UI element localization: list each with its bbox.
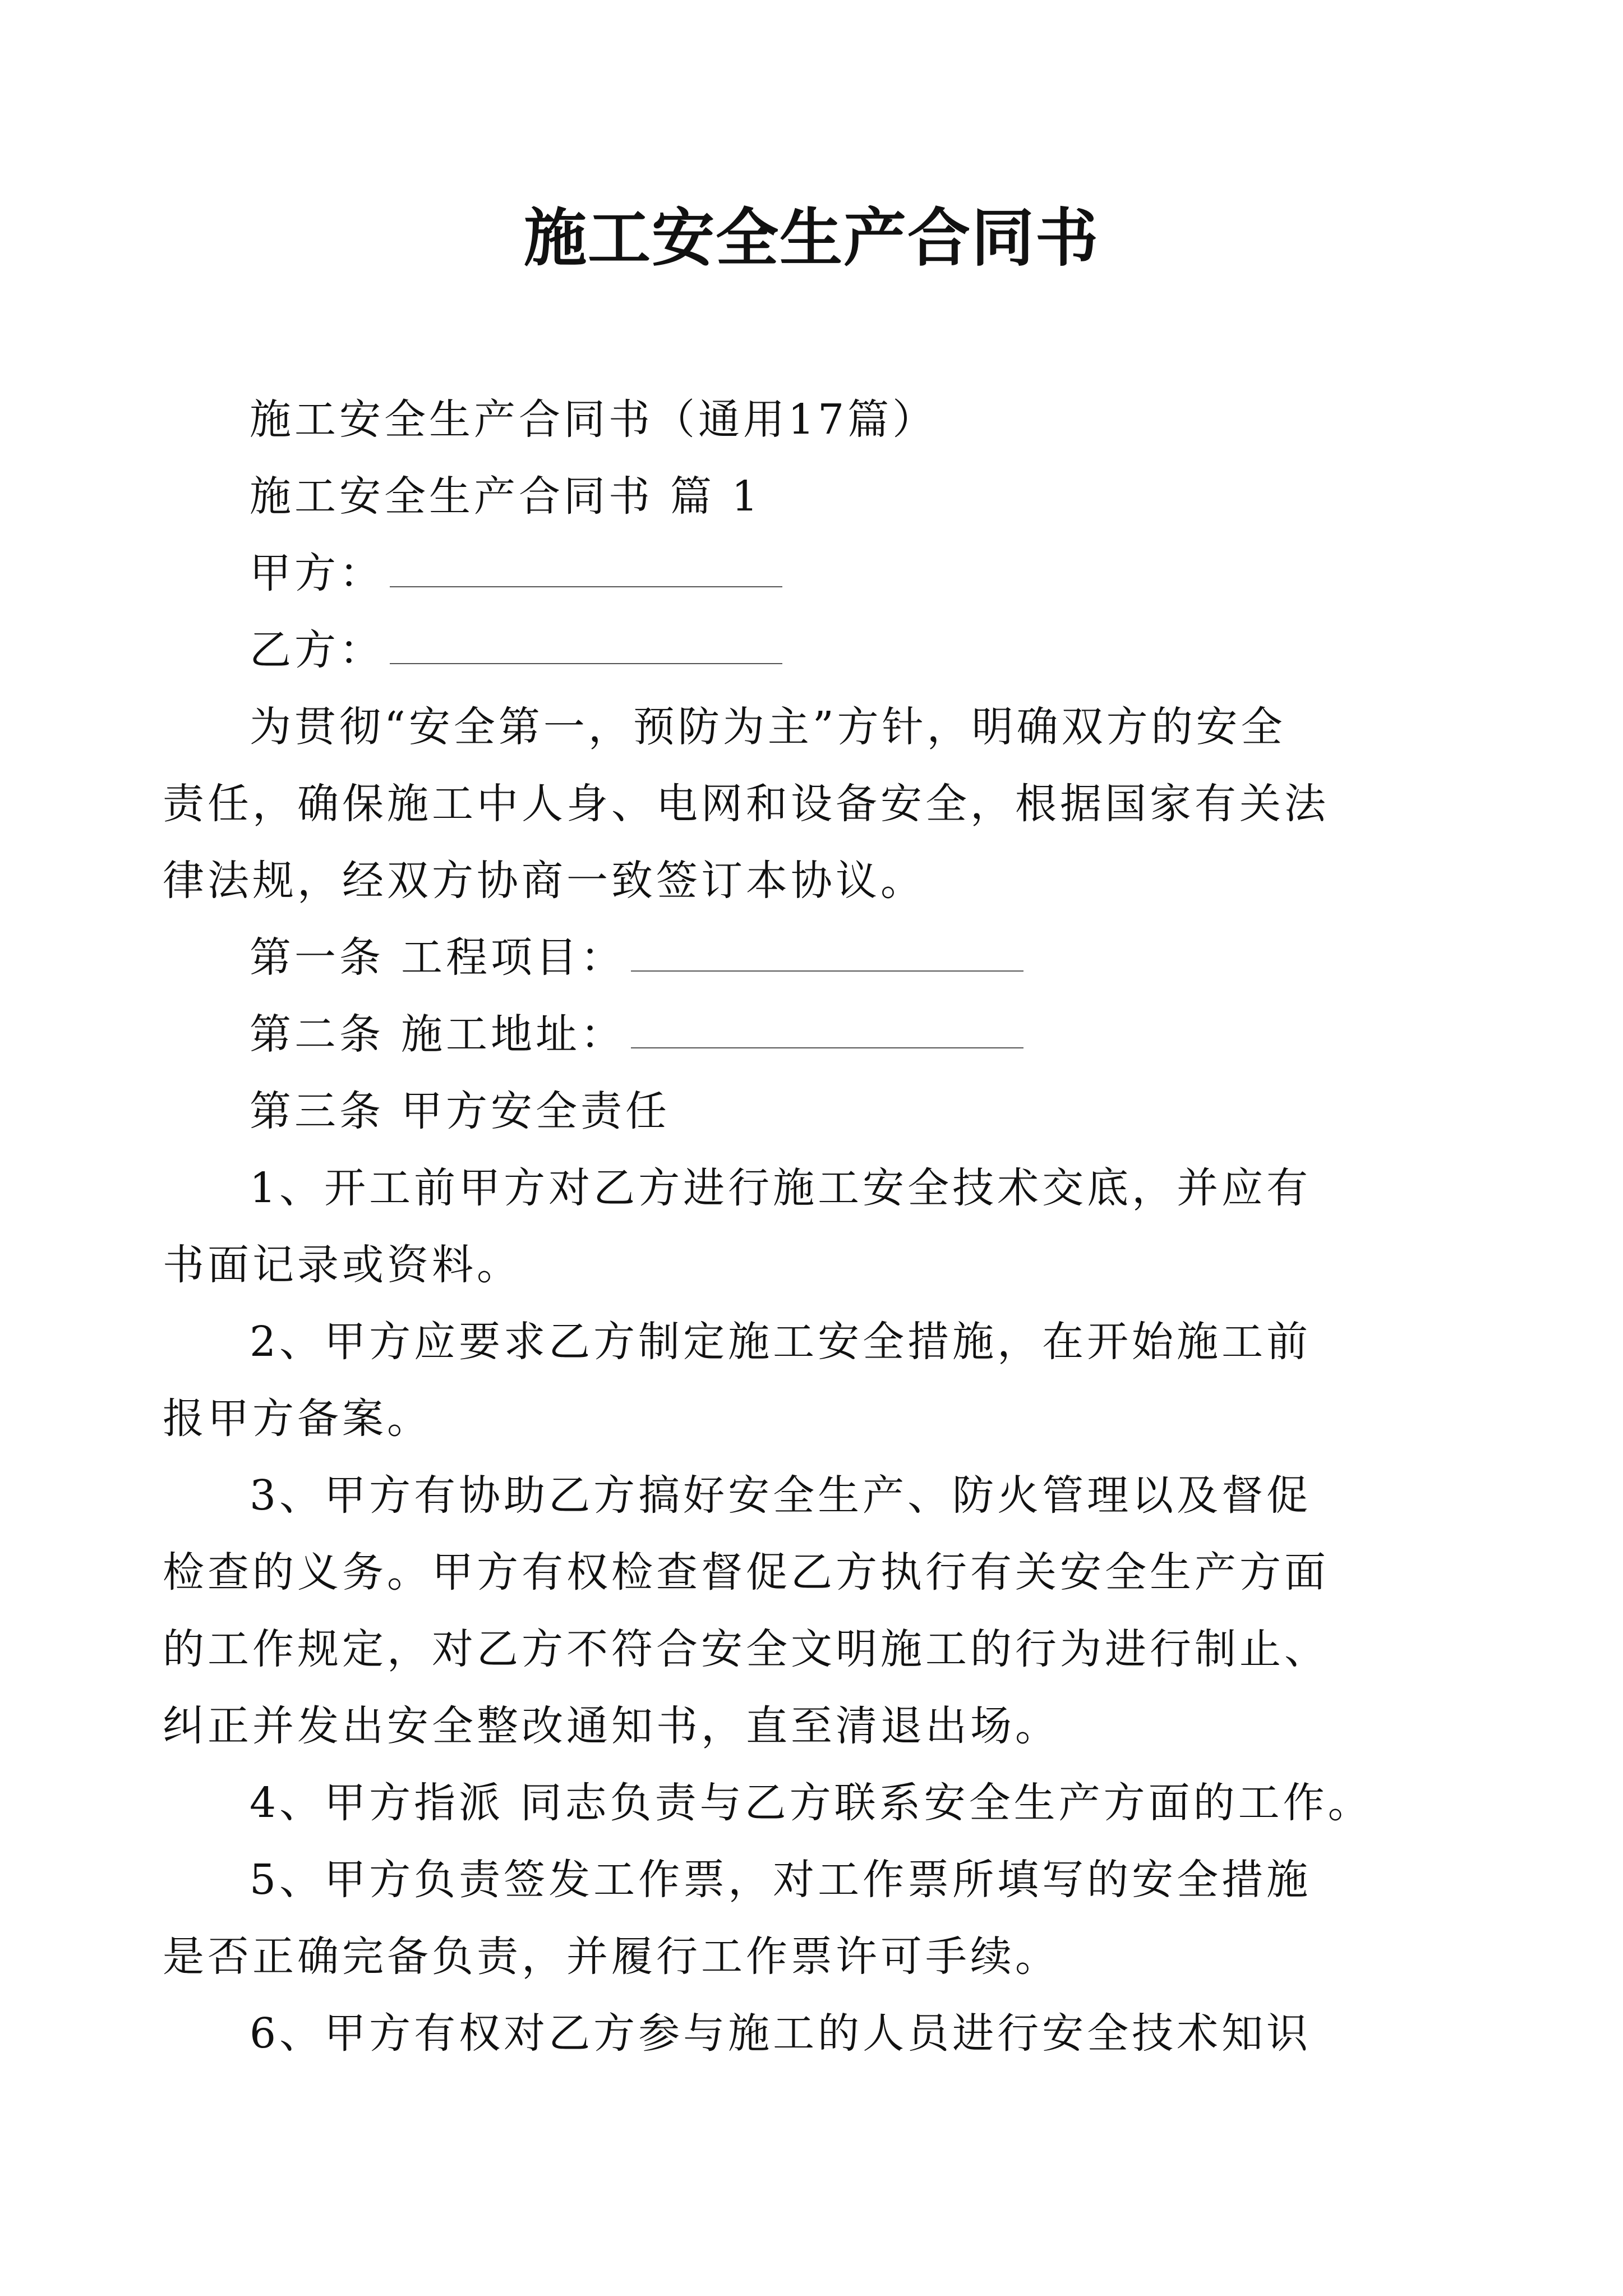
item-3-line-1: 3、甲方有协助乙方搞好安全生产、防火管理以及督促 <box>250 1471 1312 1520</box>
document-body <box>163 381 1388 2072</box>
article-2-blank <box>631 1014 1023 1048</box>
party-b-label: 乙方： <box>250 626 384 674</box>
item-2-line-2: 报甲方备案。 <box>163 1395 432 1443</box>
section-heading <box>250 458 1388 535</box>
item-2-line-1: 2、甲方应要求乙方制定施工安全措施，在开始施工前 <box>250 1318 1312 1366</box>
article-3-line <box>250 1073 1388 1150</box>
article-2-number: 第二条 <box>250 1010 384 1059</box>
article-3-number: 第三条 <box>250 1087 384 1135</box>
item-1-line-2: 书面记录或资料。 <box>163 1241 522 1289</box>
intro-line-1: 为贯彻“安全第一，预防为主”方针，明确双方的安全 <box>250 703 1286 751</box>
party-a-line <box>250 535 1388 612</box>
article-2-label: 施工地址： <box>401 1010 625 1059</box>
article-1-label: 工程项目： <box>401 933 625 982</box>
article-1-line <box>250 919 1388 996</box>
article-2-line <box>250 996 1388 1073</box>
article-1-blank <box>631 937 1023 972</box>
item-3-line-3: 的工作规定，对乙方不符合安全文明施工的行为进行制止、 <box>163 1625 1329 1673</box>
item-5-line-1: 5、甲方负责签发工作票，对工作票所填写的安全措施 <box>250 1856 1312 1904</box>
intro-line-2: 责任，确保施工中人身、电网和设备安全，根据国家有关法 <box>163 780 1329 828</box>
party-b-line <box>250 612 1388 689</box>
article-1-number: 第一条 <box>250 933 384 982</box>
party-a-label: 甲方： <box>250 549 384 597</box>
document-title: 施工安全生产合同书 <box>524 201 1099 275</box>
item-3-line-2: 检查的义务。甲方有权检查督促乙方执行有关安全生产方面 <box>163 1548 1329 1596</box>
section-heading-number: 篇 1 <box>670 472 762 521</box>
intro-line-3: 律法规，经双方协商一致签订本协议。 <box>163 857 925 905</box>
item-4-line-1: 4、甲方指派 同志负责与乙方联系安全生产方面的工作。 <box>250 1779 1373 1827</box>
section-heading-title: 施工安全生产合同书 <box>250 472 653 521</box>
item-3-line-4: 纠正并发出安全整改通知书，直至清退出场。 <box>163 1702 1060 1750</box>
item-5-line-2: 是否正确完备负责，并履行工作票许可手续。 <box>163 1932 1060 1981</box>
item-1-line-1: 1、开工前甲方对乙方进行施工安全技术交底，并应有 <box>250 1164 1312 1212</box>
article-3-label: 甲方安全责任 <box>401 1087 670 1135</box>
party-a-blank <box>390 553 782 587</box>
document-subtitle: 施工安全生产合同书（通用17篇） <box>250 395 938 444</box>
item-6-line-1: 6、甲方有权对乙方参与施工的人员进行安全技术知识 <box>250 2009 1312 2058</box>
party-b-blank <box>390 629 782 664</box>
